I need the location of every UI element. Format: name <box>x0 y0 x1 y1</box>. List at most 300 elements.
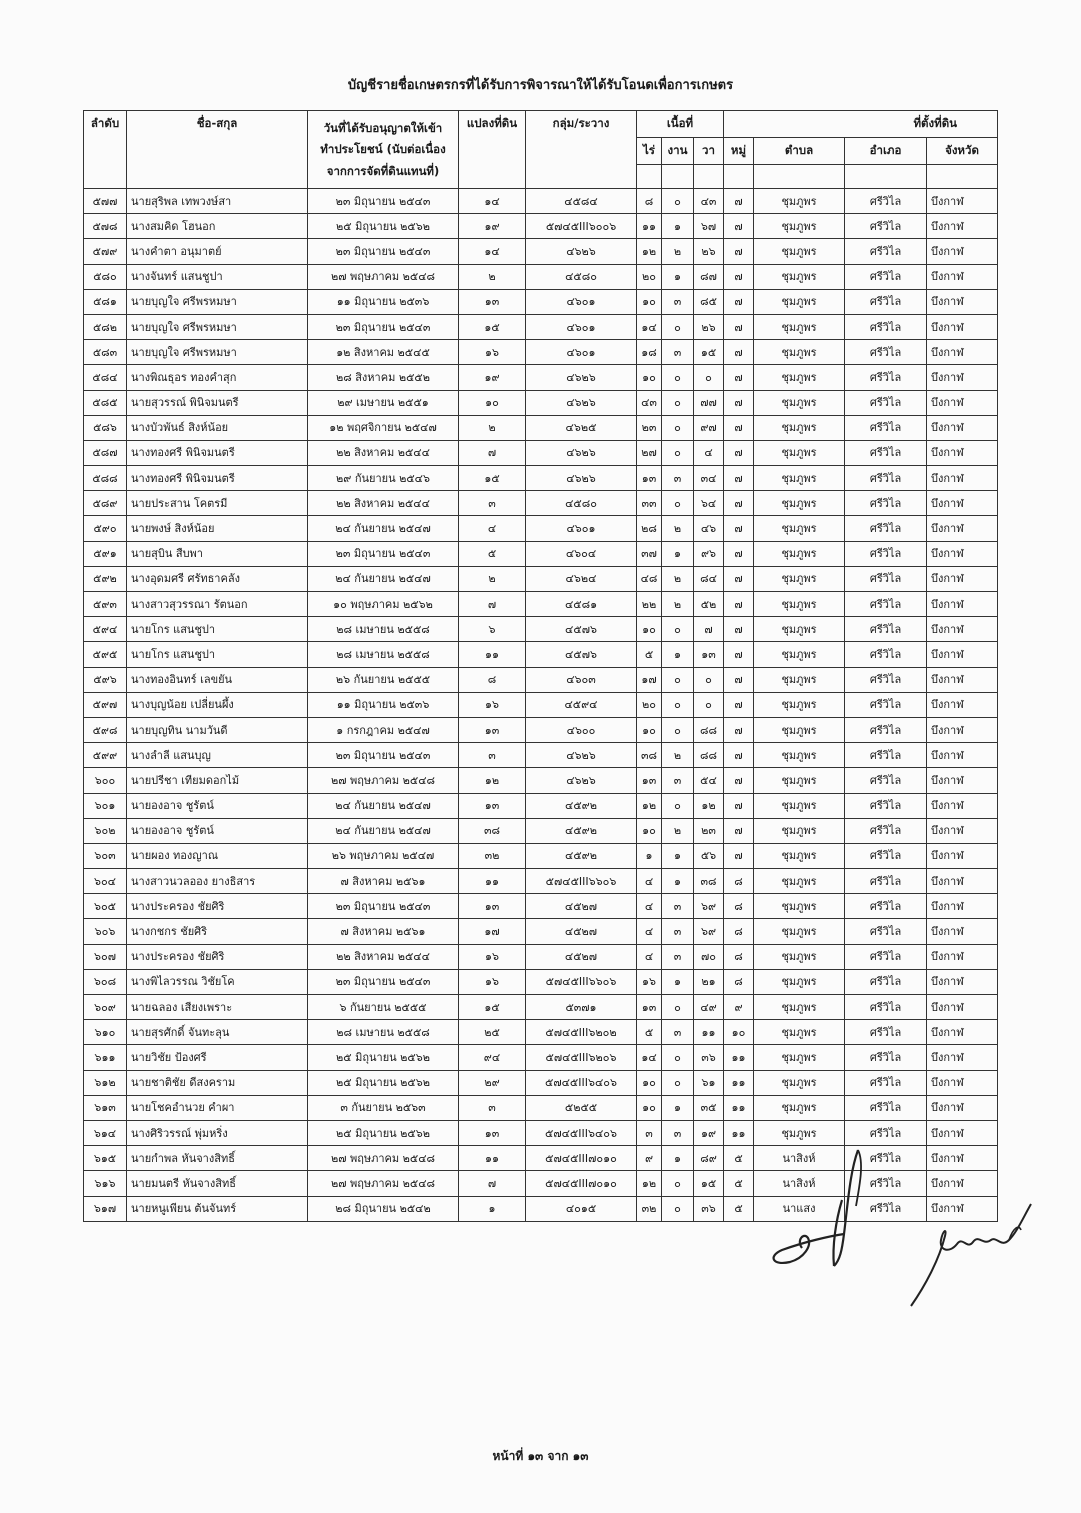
cell-tambon: ชุมภูพร <box>754 1045 845 1070</box>
cell-seq: ๖๐๒ <box>84 818 127 843</box>
cell-seq: ๕๙๕ <box>84 642 127 667</box>
cell-plot: ๑๗ <box>459 919 526 944</box>
cell-plot: ๑๐ <box>459 390 526 415</box>
cell-group: ๕๗๔๕III๖๖๐๖ <box>526 969 637 994</box>
cell-tambon: ชุมภูพร <box>754 541 845 566</box>
cell-rai: ๒๘ <box>637 516 662 541</box>
cell-group: ๕๗๔๕III๖๔๐๖ <box>526 1120 637 1145</box>
cell-group: ๔๕๙๒ <box>526 793 637 818</box>
cell-tambon: ชุมภูพร <box>754 768 845 793</box>
cell-wa: ๘๙ <box>694 1146 724 1171</box>
cell-wa: ๑๓ <box>694 642 724 667</box>
cell-date: ๒๓ มิถุนายน ๒๕๔๓ <box>308 541 459 566</box>
cell-plot: ๒ <box>459 566 526 591</box>
table-row <box>84 692 998 717</box>
cell-moo: ๘ <box>724 944 754 969</box>
cell-plot: ๑๕ <box>459 314 526 339</box>
cell-wa: ๘๕ <box>694 289 724 314</box>
cell-seq: ๖๐๔ <box>84 869 127 894</box>
cell-amphoe: ศรีวิไล <box>845 239 927 264</box>
cell-date: ๒๙ กันยายน ๒๕๔๖ <box>308 466 459 491</box>
cell-province: บึงกาฬ <box>927 617 998 642</box>
cell-rai: ๑๒ <box>637 239 662 264</box>
cell-ngan: ๑ <box>662 1095 694 1120</box>
cell-wa: ๓๖ <box>694 1045 724 1070</box>
cell-province: บึงกาฬ <box>927 869 998 894</box>
cell-tambon: ชุมภูพร <box>754 743 845 768</box>
cell-date: ๒๖ กันยายน ๒๕๕๕ <box>308 667 459 692</box>
cell-seq: ๕๘๗ <box>84 440 127 465</box>
cell-seq: ๕๘๔ <box>84 365 127 390</box>
cell-ngan: ๓ <box>662 768 694 793</box>
table-row <box>84 1020 998 1045</box>
cell-wa: ๓๕ <box>694 1095 724 1120</box>
cell-ngan: ๐ <box>662 189 694 214</box>
cell-amphoe: ศรีวิไล <box>845 340 927 365</box>
cell-moo: ๑๑ <box>724 1120 754 1145</box>
cell-moo: ๗ <box>724 818 754 843</box>
cell-rai: ๑๐ <box>637 1095 662 1120</box>
cell-wa: ๔ <box>694 440 724 465</box>
cell-amphoe: ศรีวิไล <box>845 1045 927 1070</box>
cell-province: บึงกาฬ <box>927 1120 998 1145</box>
cell-wa: ๑๙ <box>694 1120 724 1145</box>
cell-name: นางคำตา อนุมาตย์ <box>127 239 308 264</box>
cell-wa: ๙๖ <box>694 541 724 566</box>
cell-date: ๒๓ มิถุนายน ๒๕๔๓ <box>308 743 459 768</box>
cell-tambon: นาสิงห์ <box>754 1171 845 1196</box>
cell-wa: ๖๙ <box>694 894 724 919</box>
cell-ngan: ๑ <box>662 1146 694 1171</box>
cell-ngan: ๑ <box>662 843 694 868</box>
cell-moo: ๕ <box>724 1196 754 1221</box>
table-row <box>84 869 998 894</box>
cell-date: ๒๗ พฤษภาคม ๒๕๔๘ <box>308 1171 459 1196</box>
table-row <box>84 365 998 390</box>
cell-tambon: ชุมภูพร <box>754 717 845 742</box>
cell-tambon: นาสิงห์ <box>754 1146 845 1171</box>
cell-amphoe: ศรีวิไล <box>845 818 927 843</box>
cell-rai: ๑๓ <box>637 768 662 793</box>
cell-name: นางสาวสุวรรณา รัตนอก <box>127 592 308 617</box>
cell-amphoe: ศรีวิไล <box>845 1171 927 1196</box>
cell-province: บึงกาฬ <box>927 919 998 944</box>
cell-amphoe: ศรีวิไล <box>845 390 927 415</box>
cell-province: บึงกาฬ <box>927 793 998 818</box>
table-row <box>84 995 998 1020</box>
cell-name: นายบุญทิน นามวันดี <box>127 717 308 742</box>
table-row <box>84 466 998 491</box>
cell-plot: ๒๕ <box>459 1020 526 1045</box>
cell-ngan: ๓ <box>662 340 694 365</box>
cell-name: นายบุญใจ ศรีพรหมษา <box>127 289 308 314</box>
cell-date: ๓ กันยายน ๒๕๖๓ <box>308 1095 459 1120</box>
cell-wa: ๕๔ <box>694 768 724 793</box>
cell-amphoe: ศรีวิไล <box>845 919 927 944</box>
cell-tambon: ชุมภูพร <box>754 415 845 440</box>
cell-ngan: ๐ <box>662 1070 694 1095</box>
cell-rai: ๙ <box>637 1146 662 1171</box>
cell-moo: ๗ <box>724 239 754 264</box>
cell-plot: ๖ <box>459 617 526 642</box>
cell-ngan: ๐ <box>662 717 694 742</box>
cell-date: ๒๗ พฤษภาคม ๒๕๔๘ <box>308 768 459 793</box>
cell-ngan: ๐ <box>662 491 694 516</box>
cell-rai: ๓๓ <box>637 491 662 516</box>
cell-name: นายบุญใจ ศรีพรหมษา <box>127 340 308 365</box>
cell-rai: ๑๐ <box>637 818 662 843</box>
table-row <box>84 592 998 617</box>
cell-amphoe: ศรีวิไล <box>845 692 927 717</box>
cell-moo: ๗ <box>724 692 754 717</box>
cell-amphoe: ศรีวิไล <box>845 843 927 868</box>
cell-plot: ๗ <box>459 440 526 465</box>
cell-province: บึงกาฬ <box>927 189 998 214</box>
cell-rai: ๒๐ <box>637 692 662 717</box>
cell-name: นายวิชัย ป้องศรี <box>127 1045 308 1070</box>
cell-name: นายผอง ทองญาณ <box>127 843 308 868</box>
cell-amphoe: ศรีวิไล <box>845 289 927 314</box>
cell-amphoe: ศรีวิไล <box>845 768 927 793</box>
cell-moo: ๙ <box>724 995 754 1020</box>
cell-rai: ๔ <box>637 894 662 919</box>
cell-group: ๔๕๘๐ <box>526 264 637 289</box>
cell-amphoe: ศรีวิไล <box>845 717 927 742</box>
cell-date: ๑๒ พฤศจิกายน ๒๕๔๗ <box>308 415 459 440</box>
cell-moo: ๗ <box>724 667 754 692</box>
cell-group: ๔๕๙๒ <box>526 818 637 843</box>
table-row <box>84 1045 998 1070</box>
cell-amphoe: ศรีวิไล <box>845 617 927 642</box>
table-row <box>84 239 998 264</box>
cell-group: ๔๖๐๑ <box>526 340 637 365</box>
cell-group: ๕๓๗๑ <box>526 995 637 1020</box>
cell-rai: ๑๓ <box>637 995 662 1020</box>
cell-rai: ๑๐ <box>637 289 662 314</box>
cell-wa: ๔๖ <box>694 516 724 541</box>
cell-name: นางประครอง ชัยศิริ <box>127 894 308 919</box>
cell-group: ๔๐๑๕ <box>526 1196 637 1221</box>
cell-moo: ๗ <box>724 717 754 742</box>
cell-name: นายองอาจ ชูรัตน์ <box>127 818 308 843</box>
cell-group: ๔๖๐๔ <box>526 541 637 566</box>
cell-province: บึงกาฬ <box>927 365 998 390</box>
cell-rai: ๑๐ <box>637 617 662 642</box>
header-group: กลุ่ม/ระวาง <box>526 111 637 189</box>
cell-ngan: ๓ <box>662 1020 694 1045</box>
cell-name: นายสุวรรณ์ พินิจมนตรี <box>127 390 308 415</box>
cell-ngan: ๒ <box>662 592 694 617</box>
cell-wa: ๑๑ <box>694 1020 724 1045</box>
cell-amphoe: ศรีวิไล <box>845 516 927 541</box>
cell-rai: ๔๓ <box>637 390 662 415</box>
header-amphoe: อำเภอ <box>845 138 927 165</box>
cell-date: ๒๙ เมษายน ๒๕๕๑ <box>308 390 459 415</box>
cell-province: บึงกาฬ <box>927 692 998 717</box>
cell-moo: ๕ <box>724 1171 754 1196</box>
cell-date: ๒๘ เมษายน ๒๕๕๘ <box>308 642 459 667</box>
cell-rai: ๑๖ <box>637 969 662 994</box>
cell-wa: ๘๘ <box>694 717 724 742</box>
cell-ngan: ๐ <box>662 415 694 440</box>
cell-seq: ๕๘๙ <box>84 491 127 516</box>
cell-ngan: ๐ <box>662 365 694 390</box>
cell-province: บึงกาฬ <box>927 743 998 768</box>
cell-ngan: ๐ <box>662 692 694 717</box>
cell-tambon: ชุมภูพร <box>754 1120 845 1145</box>
table-row <box>84 314 998 339</box>
cell-group: ๕๒๕๕ <box>526 1095 637 1120</box>
cell-seq: ๖๑๐ <box>84 1020 127 1045</box>
cell-tambon: ชุมภูพร <box>754 969 845 994</box>
cell-tambon: ชุมภูพร <box>754 214 845 239</box>
cell-moo: ๑๑ <box>724 1095 754 1120</box>
cell-group: ๔๕๘๐ <box>526 491 637 516</box>
cell-tambon: ชุมภูพร <box>754 491 845 516</box>
cell-tambon: ชุมภูพร <box>754 289 845 314</box>
cell-name: นายฉลอง เสียงเพราะ <box>127 995 308 1020</box>
cell-ngan: ๐ <box>662 793 694 818</box>
cell-plot: ๑๓ <box>459 717 526 742</box>
cell-tambon: ชุมภูพร <box>754 692 845 717</box>
cell-moo: ๘ <box>724 869 754 894</box>
cell-seq: ๕๙๓ <box>84 592 127 617</box>
header-area: เนื้อที่ <box>637 111 724 138</box>
cell-plot: ๑๒ <box>459 768 526 793</box>
cell-tambon: ชุมภูพร <box>754 793 845 818</box>
table-row <box>84 566 998 591</box>
cell-seq: ๕๙๗ <box>84 692 127 717</box>
cell-plot: ๑ <box>459 1196 526 1221</box>
table-row <box>84 390 998 415</box>
cell-rai: ๕ <box>637 642 662 667</box>
cell-seq: ๖๐๙ <box>84 995 127 1020</box>
cell-moo: ๗ <box>724 516 754 541</box>
cell-wa: ๗๐ <box>694 944 724 969</box>
cell-tambon: ชุมภูพร <box>754 340 845 365</box>
cell-amphoe: ศรีวิไล <box>845 642 927 667</box>
cell-date: ๒๖ พฤษภาคม ๒๕๔๗ <box>308 843 459 868</box>
cell-plot: ๑๓ <box>459 894 526 919</box>
cell-moo: ๗ <box>724 289 754 314</box>
cell-ngan: ๑ <box>662 642 694 667</box>
table-row <box>84 743 998 768</box>
cell-tambon: ชุมภูพร <box>754 239 845 264</box>
cell-ngan: ๓ <box>662 894 694 919</box>
cell-date: ๒๘ สิงหาคม ๒๕๕๒ <box>308 365 459 390</box>
cell-seq: ๖๐๑ <box>84 793 127 818</box>
cell-province: บึงกาฬ <box>927 390 998 415</box>
cell-ngan: ๑ <box>662 969 694 994</box>
cell-ngan: ๑ <box>662 214 694 239</box>
cell-rai: ๘ <box>637 189 662 214</box>
cell-name: นางอุดมศรี ศรัทธาคลัง <box>127 566 308 591</box>
cell-date: ๒๔ กันยายน ๒๕๔๗ <box>308 793 459 818</box>
cell-amphoe: ศรีวิไล <box>845 189 927 214</box>
cell-wa: ๐ <box>694 365 724 390</box>
cell-name: นายสุบิน สืบพา <box>127 541 308 566</box>
cell-plot: ๒ <box>459 264 526 289</box>
cell-wa: ๘๘ <box>694 743 724 768</box>
cell-group: ๔๕๗๖ <box>526 617 637 642</box>
cell-rai: ๔๘ <box>637 566 662 591</box>
cell-seq: ๕๘๒ <box>84 314 127 339</box>
cell-wa: ๘๔ <box>694 566 724 591</box>
cell-group: ๔๖๒๖ <box>526 390 637 415</box>
cell-rai: ๑๒ <box>637 793 662 818</box>
cell-plot: ๑๔ <box>459 239 526 264</box>
cell-wa: ๐ <box>694 667 724 692</box>
cell-province: บึงกาฬ <box>927 969 998 994</box>
cell-wa: ๖๙ <box>694 919 724 944</box>
cell-province: บึงกาฬ <box>927 1095 998 1120</box>
cell-name: นางพิณธุอร ทองคำสุก <box>127 365 308 390</box>
cell-province: บึงกาฬ <box>927 415 998 440</box>
table-row <box>84 894 998 919</box>
cell-group: ๔๕๘๔ <box>526 189 637 214</box>
cell-wa: ๒๖ <box>694 314 724 339</box>
table-row <box>84 818 998 843</box>
cell-ngan: ๐ <box>662 1045 694 1070</box>
cell-rai: ๑๗ <box>637 667 662 692</box>
cell-seq: ๖๑๖ <box>84 1171 127 1196</box>
cell-moo: ๗ <box>724 491 754 516</box>
cell-date: ๒๔ กันยายน ๒๕๔๗ <box>308 516 459 541</box>
cell-ngan: ๒ <box>662 239 694 264</box>
signature-left <box>760 1142 880 1272</box>
cell-plot: ๓๒ <box>459 843 526 868</box>
cell-seq: ๖๐๖ <box>84 919 127 944</box>
table-row <box>84 1095 998 1120</box>
table-row <box>84 340 998 365</box>
cell-wa: ๓๘ <box>694 869 724 894</box>
cell-moo: ๗ <box>724 617 754 642</box>
cell-moo: ๘ <box>724 969 754 994</box>
cell-name: นางกชกร ชัยศิริ <box>127 919 308 944</box>
cell-seq: ๖๐๘ <box>84 969 127 994</box>
cell-name: นายปรีชา เทียมดอกไม้ <box>127 768 308 793</box>
cell-date: ๖ กันยายน ๒๕๕๕ <box>308 995 459 1020</box>
cell-seq: ๕๙๖ <box>84 667 127 692</box>
cell-date: ๑๑ มิถุนายน ๒๕๓๖ <box>308 692 459 717</box>
cell-seq: ๖๑๗ <box>84 1196 127 1221</box>
header-name: ชื่อ-สกุล <box>127 111 308 189</box>
document-title: บัญชีรายชื่อเกษตรกรที่ได้รับการพิจารณาให้ได้รับโอนดเพื่อการเกษตร <box>347 78 734 93</box>
cell-amphoe: ศรีวิไล <box>845 1196 927 1221</box>
header-plot: แปลงที่ดิน <box>459 111 526 189</box>
cell-seq: ๖๐๓ <box>84 843 127 868</box>
cell-wa: ๙๗ <box>694 415 724 440</box>
cell-moo: ๗ <box>724 440 754 465</box>
cell-wa: ๖๔ <box>694 491 724 516</box>
cell-province: บึงกาฬ <box>927 289 998 314</box>
cell-province: บึงกาฬ <box>927 440 998 465</box>
cell-wa: ๗ <box>694 617 724 642</box>
cell-group: ๔๖๐๐ <box>526 717 637 742</box>
cell-moo: ๑๐ <box>724 1020 754 1045</box>
cell-plot: ๓๘ <box>459 818 526 843</box>
cell-rai: ๓๘ <box>637 743 662 768</box>
cell-wa: ๘๗ <box>694 264 724 289</box>
cell-wa: ๒๖ <box>694 239 724 264</box>
cell-rai: ๔ <box>637 869 662 894</box>
cell-seq: ๕๙๘ <box>84 717 127 742</box>
cell-seq: ๖๑๓ <box>84 1095 127 1120</box>
cell-tambon: ชุมภูพร <box>754 894 845 919</box>
cell-ngan: ๓ <box>662 1120 694 1145</box>
cell-plot: ๑๑ <box>459 869 526 894</box>
cell-plot: ๑๓ <box>459 289 526 314</box>
cell-moo: ๗ <box>724 843 754 868</box>
cell-plot: ๑๔ <box>459 189 526 214</box>
cell-rai: ๑๐ <box>637 1070 662 1095</box>
cell-name: นายสุรศักดิ์ จันทะลุน <box>127 1020 308 1045</box>
cell-seq: ๕๘๑ <box>84 289 127 314</box>
cell-seq: ๕๗๗ <box>84 189 127 214</box>
header-location: ที่ตั้งที่ดิน <box>724 111 998 138</box>
cell-rai: ๑๔ <box>637 314 662 339</box>
cell-name: นายกำพล หันจางสิทธิ์ <box>127 1146 308 1171</box>
cell-wa: ๑๒ <box>694 793 724 818</box>
cell-group: ๔๕๘๑ <box>526 592 637 617</box>
cell-tambon: ชุมภูพร <box>754 642 845 667</box>
cell-name: นางทองศรี พินิจมนตรี <box>127 440 308 465</box>
cell-ngan: ๒ <box>662 516 694 541</box>
cell-plot: ๑๖ <box>459 969 526 994</box>
cell-seq: ๖๑๑ <box>84 1045 127 1070</box>
cell-group: ๕๗๔๕III๗๐๑๐ <box>526 1146 637 1171</box>
cell-province: บึงกาฬ <box>927 768 998 793</box>
cell-wa: ๕๖ <box>694 843 724 868</box>
cell-moo: ๗ <box>724 189 754 214</box>
cell-rai: ๑๒ <box>637 1171 662 1196</box>
cell-amphoe: ศรีวิไล <box>845 995 927 1020</box>
cell-seq: ๖๑๒ <box>84 1070 127 1095</box>
table-row <box>84 667 998 692</box>
farmer-list-table <box>83 110 998 1222</box>
cell-amphoe: ศรีวิไล <box>845 1146 927 1171</box>
cell-rai: ๑๔ <box>637 1045 662 1070</box>
cell-ngan: ๒ <box>662 566 694 591</box>
cell-date: ๒๒ สิงหาคม ๒๕๔๔ <box>308 440 459 465</box>
cell-ngan: ๐ <box>662 1196 694 1221</box>
cell-group: ๔๕๒๗ <box>526 919 637 944</box>
cell-wa: ๒๓ <box>694 818 724 843</box>
cell-name: นางศิริวรรณ์ พุ่มหริ่ง <box>127 1120 308 1145</box>
cell-group: ๕๗๔๕III๖๖๐๖ <box>526 869 637 894</box>
table-row <box>84 189 998 214</box>
cell-tambon: ชุมภูพร <box>754 617 845 642</box>
cell-name: นายมนตรี หันจางสิทธิ์ <box>127 1171 308 1196</box>
cell-plot: ๑๓ <box>459 1120 526 1145</box>
cell-group: ๔๕๙๔ <box>526 692 637 717</box>
cell-amphoe: ศรีวิไล <box>845 793 927 818</box>
cell-date: ๒๘ มิถุนายน ๒๕๔๒ <box>308 1196 459 1221</box>
cell-group: ๔๖๐๓ <box>526 667 637 692</box>
table-row <box>84 541 998 566</box>
cell-ngan: ๐ <box>662 667 694 692</box>
cell-province: บึงกาฬ <box>927 717 998 742</box>
cell-amphoe: ศรีวิไล <box>845 1095 927 1120</box>
cell-plot: ๑๕ <box>459 995 526 1020</box>
header-date-line2: ทำประโยชน์ (นับต่อเนื่อง <box>320 142 446 157</box>
cell-date: ๑๐ พฤษภาคม ๒๕๖๒ <box>308 592 459 617</box>
cell-amphoe: ศรีวิไล <box>845 491 927 516</box>
cell-province: บึงกาฬ <box>927 541 998 566</box>
cell-seq: ๕๘๘ <box>84 466 127 491</box>
cell-date: ๒๕ มิถุนายน ๒๕๖๒ <box>308 214 459 239</box>
cell-rai: ๕ <box>637 1020 662 1045</box>
